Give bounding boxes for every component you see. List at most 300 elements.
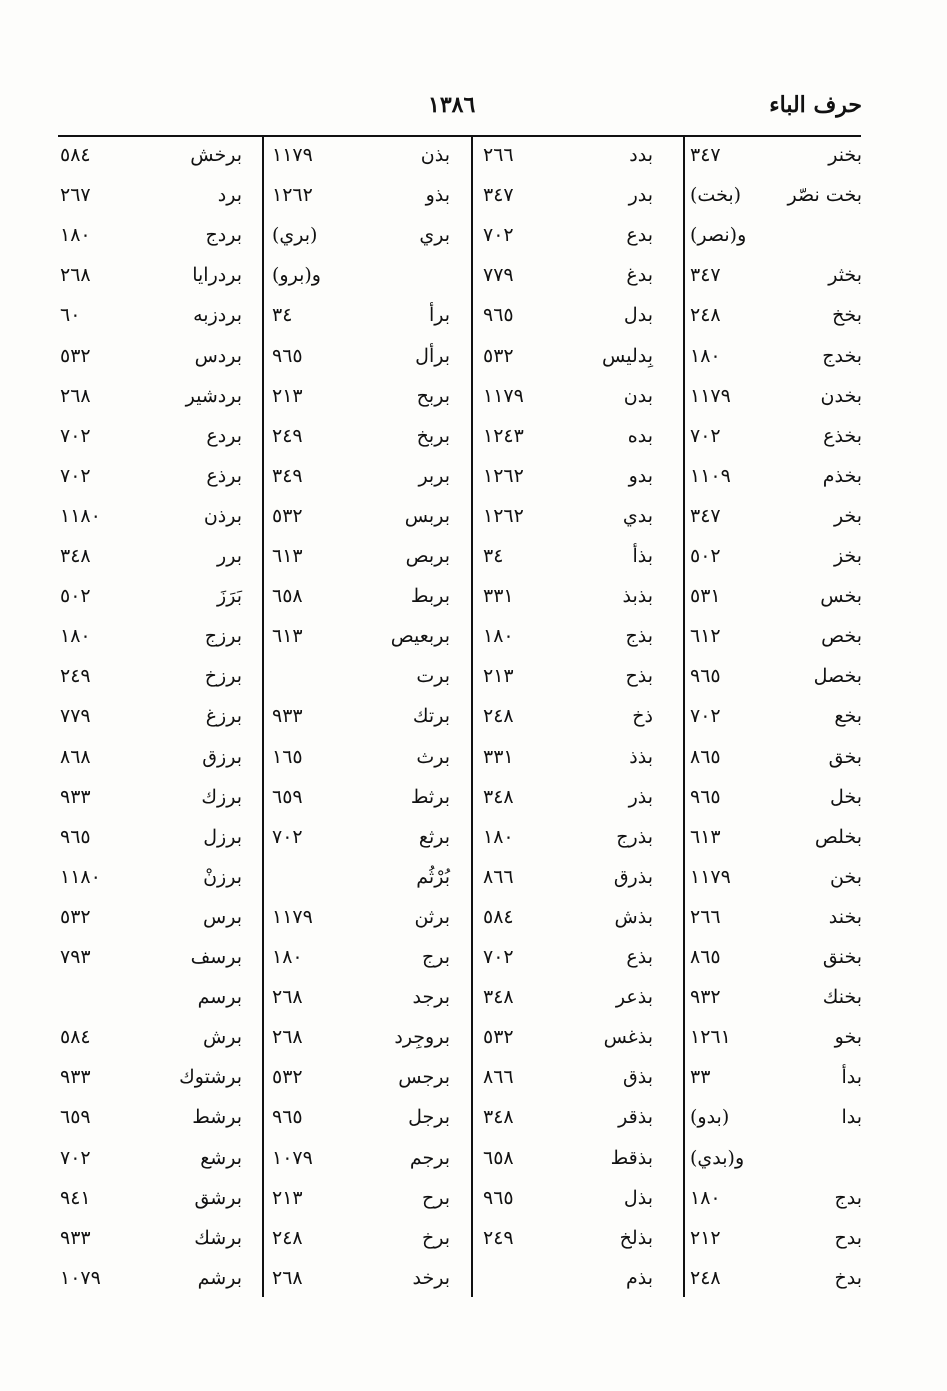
index-entry [690, 421, 862, 461]
index-entry [483, 421, 653, 461]
entry-word: بدع [626, 224, 653, 247]
entry-page-ref: ٩٣٣ [60, 1226, 91, 1249]
index-entry [272, 501, 450, 541]
entry-page-ref: ٢٤٩ [483, 1226, 514, 1249]
index-entry [60, 140, 242, 180]
index-entry [690, 1022, 862, 1062]
entry-page-ref: ٥٣٢ [272, 1066, 303, 1089]
entry-word: برذع [206, 464, 242, 487]
entry-word: برشتوك [179, 1066, 242, 1089]
entry-word: برشق [194, 1186, 242, 1209]
entry-word: بخذع [823, 424, 862, 447]
entry-page-ref: ١١٧٩ [690, 865, 731, 888]
entry-word: برح [421, 1186, 450, 1209]
entry-word: برزغ [205, 705, 242, 728]
entry-word: بخع [834, 705, 862, 728]
index-entry [483, 902, 653, 942]
entry-word: بذبذ [622, 585, 653, 608]
entry-page-ref: و(نصر) [690, 224, 747, 247]
index-entry [690, 742, 862, 782]
entry-word: بخنك [822, 986, 862, 1009]
column-divider [262, 135, 264, 1297]
entry-word: بذرج [616, 825, 653, 848]
index-entry [272, 862, 450, 902]
entry-word: برس [203, 905, 242, 928]
index-entry [60, 381, 242, 421]
entry-page-ref: ١١٨٠ [60, 865, 101, 888]
index-entry [483, 1022, 653, 1062]
index-entry [483, 742, 653, 782]
entry-word: بَرَزَ [217, 585, 242, 608]
entry-page-ref: و(برو) [272, 264, 321, 287]
entry-page-ref: ٥٣٢ [60, 905, 91, 928]
index-entry [60, 661, 242, 701]
entry-page-ref: ٩٦٥ [272, 344, 303, 367]
entry-word: بربس [404, 504, 450, 527]
index-entry [483, 501, 653, 541]
entry-page-ref: ٧٠٢ [272, 825, 303, 848]
entry-page-ref: ١١٨٠ [60, 504, 101, 527]
index-entry [483, 782, 653, 822]
entry-word: بذن [420, 144, 450, 166]
entry-page-ref: ٩٦٥ [690, 785, 721, 808]
entry-word: برد [217, 184, 242, 207]
index-entry [690, 701, 862, 741]
entry-page-ref: ٧٩٣ [60, 946, 91, 968]
entry-page-ref: ١١٧٩ [690, 384, 731, 407]
index-entry [272, 1022, 450, 1062]
entry-page-ref: ٧٠٢ [483, 946, 514, 968]
entry-word: بدد [629, 144, 653, 166]
index-entry [60, 1062, 242, 1102]
index-entry [272, 621, 450, 661]
entry-page-ref: ١٨٠ [690, 344, 721, 367]
index-entry [690, 300, 862, 340]
entry-page-ref: (بدو) [690, 1106, 730, 1129]
entry-page-ref: ٥٣٢ [483, 1026, 514, 1049]
entry-word: بذم [625, 1266, 653, 1289]
index-entry [60, 501, 242, 541]
entry-word: بخر [833, 504, 862, 527]
entry-word: بذرق [613, 865, 653, 888]
entry-page-ref: ٥٣٢ [483, 344, 514, 367]
index-entry [272, 1062, 450, 1102]
index-entry [60, 341, 242, 381]
index-entry [60, 701, 242, 741]
index-entry [690, 260, 862, 300]
entry-page-ref: و(بدي) [690, 1146, 745, 1169]
entry-page-ref: ٣٤٨ [483, 986, 514, 1009]
index-entry [272, 541, 450, 581]
entry-word: بِدليس [601, 344, 653, 367]
entry-word: بدج [834, 1186, 862, 1209]
entry-page-ref: ٦٥٩ [60, 1106, 91, 1129]
entry-word: بذق [622, 1066, 653, 1089]
entry-page-ref: ١١٠٩ [690, 464, 731, 487]
entry-word: بخز [833, 545, 862, 567]
entry-word: برسف [190, 946, 242, 968]
entry-page-ref: ٥٨٤ [60, 144, 91, 166]
entry-page-ref: ٢٦٨ [272, 1266, 303, 1289]
index-entry [272, 260, 450, 300]
index-entry [60, 1223, 242, 1263]
entry-page-ref: ٢٤٨ [272, 1226, 303, 1249]
entry-word: برت [416, 665, 450, 688]
entry-word: بردزبه [193, 304, 242, 327]
index-entry [690, 180, 862, 220]
entry-page-ref: ٣٤٩ [272, 464, 303, 487]
entry-page-ref: ٩٣٢ [690, 986, 721, 1009]
entry-page-ref: ٧٠٢ [60, 1146, 91, 1169]
entry-word: بربخ [416, 424, 450, 447]
index-entry [272, 180, 450, 220]
entry-word: بخنر [828, 144, 862, 166]
index-entry [60, 902, 242, 942]
entry-page-ref: ٩٦٥ [60, 825, 91, 848]
entry-word: برشع [200, 1146, 242, 1169]
index-entry [483, 1223, 653, 1263]
entry-page-ref: ٣٤٧ [690, 264, 721, 287]
index-entry [690, 902, 862, 942]
entry-word: برأل [415, 344, 450, 367]
entry-word: برشك [194, 1226, 242, 1249]
entry-word: برزق [202, 745, 242, 768]
entry-word: برش [203, 1026, 242, 1049]
entry-word: بُرْثُم [416, 865, 450, 888]
entry-word: برأ [428, 304, 450, 327]
entry-word: برثع [418, 825, 450, 848]
entry-page-ref: ٢٤٨ [483, 705, 514, 728]
entry-page-ref: ٣٤٨ [483, 785, 514, 808]
entry-page-ref: (بري) [272, 224, 318, 247]
entry-page-ref: ٩٦٥ [272, 1106, 303, 1129]
entry-page-ref: ٧٧٩ [483, 264, 514, 287]
entry-page-ref: ١٢٦٢ [272, 184, 313, 207]
entry-word: بذش [614, 905, 653, 928]
entry-page-ref: ٩٦٥ [483, 1186, 514, 1209]
entry-word: بخص [821, 625, 862, 648]
entry-word: بربعيص [390, 625, 450, 648]
index-entry [483, 621, 653, 661]
entry-page-ref: ٩٦٥ [483, 304, 514, 327]
index-entry [272, 581, 450, 621]
entry-page-ref: ٣٤٧ [483, 184, 514, 207]
entry-word: بدي [622, 504, 653, 527]
page-header-title: حرف الباء [769, 92, 862, 118]
index-entry [483, 1102, 653, 1142]
entry-word: برثط [410, 785, 450, 808]
index-entry [60, 421, 242, 461]
entry-page-ref: ٦٠ [60, 304, 81, 327]
index-entry [690, 1183, 862, 1223]
entry-word: بربر [418, 464, 450, 487]
index-entry [60, 742, 242, 782]
entry-word: بدغ [626, 264, 653, 287]
index-entry [60, 260, 242, 300]
entry-page-ref: ٥٨٤ [60, 1026, 91, 1049]
index-entry [272, 701, 450, 741]
entry-word: بخخ [832, 304, 862, 327]
index-entry [60, 782, 242, 822]
entry-word: بخند [828, 905, 862, 928]
entry-word: برزخ [204, 665, 242, 688]
entry-page-ref: ٧٠٢ [60, 464, 91, 487]
entry-word: بدا [841, 1106, 862, 1129]
entry-page-ref: ٦٥٨ [483, 1146, 514, 1169]
index-entry [272, 782, 450, 822]
index-entry [272, 742, 450, 782]
entry-page-ref: ٣٣١ [483, 585, 514, 608]
index-entry [272, 220, 450, 260]
index-entry [690, 220, 862, 260]
entry-page-ref: (بخت) [690, 184, 742, 207]
entry-word: بروجِرد [394, 1026, 450, 1049]
column-divider [471, 135, 473, 1297]
entry-word: بدل [623, 304, 653, 327]
entry-word: بخلص [814, 825, 862, 848]
index-entry [483, 822, 653, 862]
entry-page-ref: ٢٦٨ [60, 264, 91, 287]
index-entry [272, 902, 450, 942]
entry-word: بخت نصّر [787, 184, 862, 207]
entry-page-ref: ١٠٧٩ [272, 1146, 313, 1169]
entry-page-ref: ٣٣ [690, 1066, 711, 1089]
index-entry [483, 1183, 653, 1223]
index-entry [690, 782, 862, 822]
index-entry [483, 1062, 653, 1102]
index-entry [483, 300, 653, 340]
entry-page-ref: ١١٧٩ [483, 384, 524, 407]
index-entry [60, 180, 242, 220]
index-entry [60, 1183, 242, 1223]
entry-word: بردع [206, 424, 242, 447]
entry-page-ref: ٢٦٨ [60, 384, 91, 407]
entry-word: بربص [405, 545, 450, 567]
index-entry [272, 140, 450, 180]
entry-page-ref: ١٨٠ [483, 625, 514, 648]
entry-word: بخن [829, 865, 862, 888]
index-entry [690, 1223, 862, 1263]
entry-word: بذقط [610, 1146, 653, 1169]
index-entry [690, 822, 862, 862]
entry-page-ref: ٦٥٩ [272, 785, 303, 808]
entry-page-ref: ٢١٢ [690, 1226, 721, 1249]
entry-word: برشم [197, 1266, 242, 1289]
entry-page-ref: ٢٤٩ [272, 424, 303, 447]
index-entry [690, 541, 862, 581]
index-entry [483, 341, 653, 381]
entry-word: بذج [625, 625, 653, 648]
index-entry [690, 942, 862, 982]
entry-word: بذعر [615, 986, 653, 1009]
entry-word: برزج [204, 625, 242, 648]
index-entry [690, 381, 862, 421]
entry-page-ref: ١١٧٩ [272, 144, 313, 166]
entry-page-ref: ٥٠٢ [690, 545, 721, 567]
entry-page-ref: ٦٥٨ [272, 585, 303, 608]
entry-page-ref: ٧٠٢ [690, 424, 721, 447]
entry-page-ref: ٨٦٦ [483, 865, 514, 888]
entry-word: بري [419, 224, 450, 247]
index-entry [690, 140, 862, 180]
entry-page-ref: ٦١٣ [272, 625, 303, 648]
index-entry [690, 1263, 862, 1303]
entry-word: برزك [201, 785, 242, 808]
index-entry [690, 581, 862, 621]
entry-page-ref: ٩٣٣ [60, 1066, 91, 1089]
index-entry [483, 541, 653, 581]
index-entry [60, 1143, 242, 1183]
entry-page-ref: ٦١٣ [272, 545, 303, 567]
entry-word: برزنْ [203, 865, 242, 888]
index-entry [690, 862, 862, 902]
entry-word: برجل [408, 1106, 450, 1129]
entry-word: ذخ [632, 705, 653, 728]
index-entry [690, 341, 862, 381]
entry-page-ref: ٥٣١ [690, 585, 721, 608]
index-entry [272, 341, 450, 381]
entry-page-ref: ٦١٢ [690, 625, 721, 648]
entry-page-ref: ٥٣٢ [60, 344, 91, 367]
entry-word: برر [217, 545, 242, 567]
entry-word: بخصل [813, 665, 862, 688]
entry-page-ref: ٧٧٩ [60, 705, 91, 728]
entry-word: بخس [820, 585, 862, 608]
entry-page-ref: ١٢٦٢ [483, 504, 524, 527]
entry-word: بذل [623, 1186, 653, 1209]
index-entry [272, 942, 450, 982]
entry-word: برتك [412, 705, 450, 728]
index-entry [272, 1263, 450, 1303]
entry-page-ref: ٩٦٥ [690, 665, 721, 688]
header-rule [58, 135, 861, 137]
entry-word: بدر [628, 184, 653, 207]
entry-page-ref: ٣٣١ [483, 745, 514, 768]
entry-page-ref: ٩٣٣ [272, 705, 303, 728]
entry-word: برجم [409, 1146, 450, 1169]
index-entry [60, 1263, 242, 1303]
entry-word: برشط [192, 1106, 242, 1129]
entry-page-ref: ١٨٠ [483, 825, 514, 848]
entry-word: برخ [421, 1226, 450, 1249]
entry-word: بدح [834, 1226, 862, 1249]
entry-page-ref: ٢١٣ [272, 384, 303, 407]
index-entry [690, 661, 862, 701]
entry-word: بذأ [632, 545, 653, 567]
entry-page-ref: ٨٦٦ [483, 1066, 514, 1089]
entry-word: بردرايا [192, 264, 242, 287]
column-divider [683, 135, 685, 1297]
index-entry [690, 1062, 862, 1102]
entry-word: بخل [830, 785, 862, 808]
index-entry [483, 581, 653, 621]
index-entry [60, 541, 242, 581]
entry-word: بردشير [185, 384, 242, 407]
entry-page-ref: ١٢٤٣ [483, 424, 524, 447]
entry-page-ref: ١٨٠ [690, 1186, 721, 1209]
entry-page-ref: ٣٤٧ [690, 144, 721, 166]
index-entry [60, 461, 242, 501]
entry-page-ref: ٢٤٨ [690, 304, 721, 327]
entry-word: بذو [425, 184, 450, 207]
entry-word: بخدن [820, 384, 862, 407]
index-entry [483, 220, 653, 260]
index-entry [483, 1263, 653, 1303]
entry-page-ref: ٨٦٥ [690, 946, 721, 968]
entry-word: بدخ [834, 1266, 862, 1289]
index-entry [60, 942, 242, 982]
entry-word: بخو [834, 1026, 862, 1049]
entry-word: بذر [628, 785, 653, 808]
entry-page-ref: ١٨٠ [60, 224, 91, 247]
index-entry [272, 1102, 450, 1142]
index-entry [483, 260, 653, 300]
index-entry [272, 461, 450, 501]
index-entry [60, 1102, 242, 1142]
entry-word: بردس [194, 344, 242, 367]
index-entry [272, 381, 450, 421]
index-entry [483, 701, 653, 741]
index-entry [60, 982, 242, 1022]
index-entry [690, 461, 862, 501]
index-entry [272, 982, 450, 1022]
entry-page-ref: ٧٠٢ [690, 705, 721, 728]
entry-page-ref: ٧٠٢ [483, 224, 514, 247]
entry-word: بذع [626, 946, 653, 968]
entry-word: بخدج [822, 344, 862, 367]
entry-page-ref: ٢١٣ [272, 1186, 303, 1209]
entry-page-ref: ١٢٦٢ [483, 464, 524, 487]
entry-page-ref: ٩٣٣ [60, 785, 91, 808]
entry-page-ref: ٣٤ [483, 545, 504, 567]
entry-word: برخد [412, 1266, 450, 1289]
entry-page-ref: ٦١٣ [690, 825, 721, 848]
index-entry [272, 822, 450, 862]
index-entry [60, 862, 242, 902]
entry-word: برجس [398, 1066, 450, 1089]
index-entry [690, 1143, 862, 1183]
entry-page-ref: ١١٧٩ [272, 905, 313, 928]
entry-word: بخق [828, 745, 862, 768]
entry-page-ref: ٢٦٨ [272, 1026, 303, 1049]
index-entry [60, 300, 242, 340]
entry-word: بربح [416, 384, 450, 407]
index-entry [483, 381, 653, 421]
index-entry [483, 461, 653, 501]
index-entry [272, 1223, 450, 1263]
entry-page-ref: ٣٤٨ [483, 1106, 514, 1129]
index-entry [483, 1143, 653, 1183]
entry-page-ref: ٨٦٥ [690, 745, 721, 768]
entry-word: بربط [410, 585, 450, 608]
entry-word: بردج [205, 224, 242, 247]
entry-page-ref: ٢١٣ [483, 665, 514, 688]
entry-word: برثن [414, 905, 450, 928]
entry-page-ref: ٣٤٧ [690, 504, 721, 527]
entry-word: برسم [197, 986, 242, 1009]
entry-word: برجد [412, 986, 450, 1009]
index-entry [60, 621, 242, 661]
entry-page-ref: ٧٠٢ [60, 424, 91, 447]
entry-word: بدأ [841, 1066, 862, 1089]
entry-word: برث [416, 745, 450, 768]
entry-word: بخذم [822, 464, 862, 487]
index-entry [483, 661, 653, 701]
entry-page-ref: ٥٠٢ [60, 585, 91, 608]
index-entry [272, 421, 450, 461]
entry-page-ref: ٢٤٩ [60, 665, 91, 688]
index-entry [690, 982, 862, 1022]
